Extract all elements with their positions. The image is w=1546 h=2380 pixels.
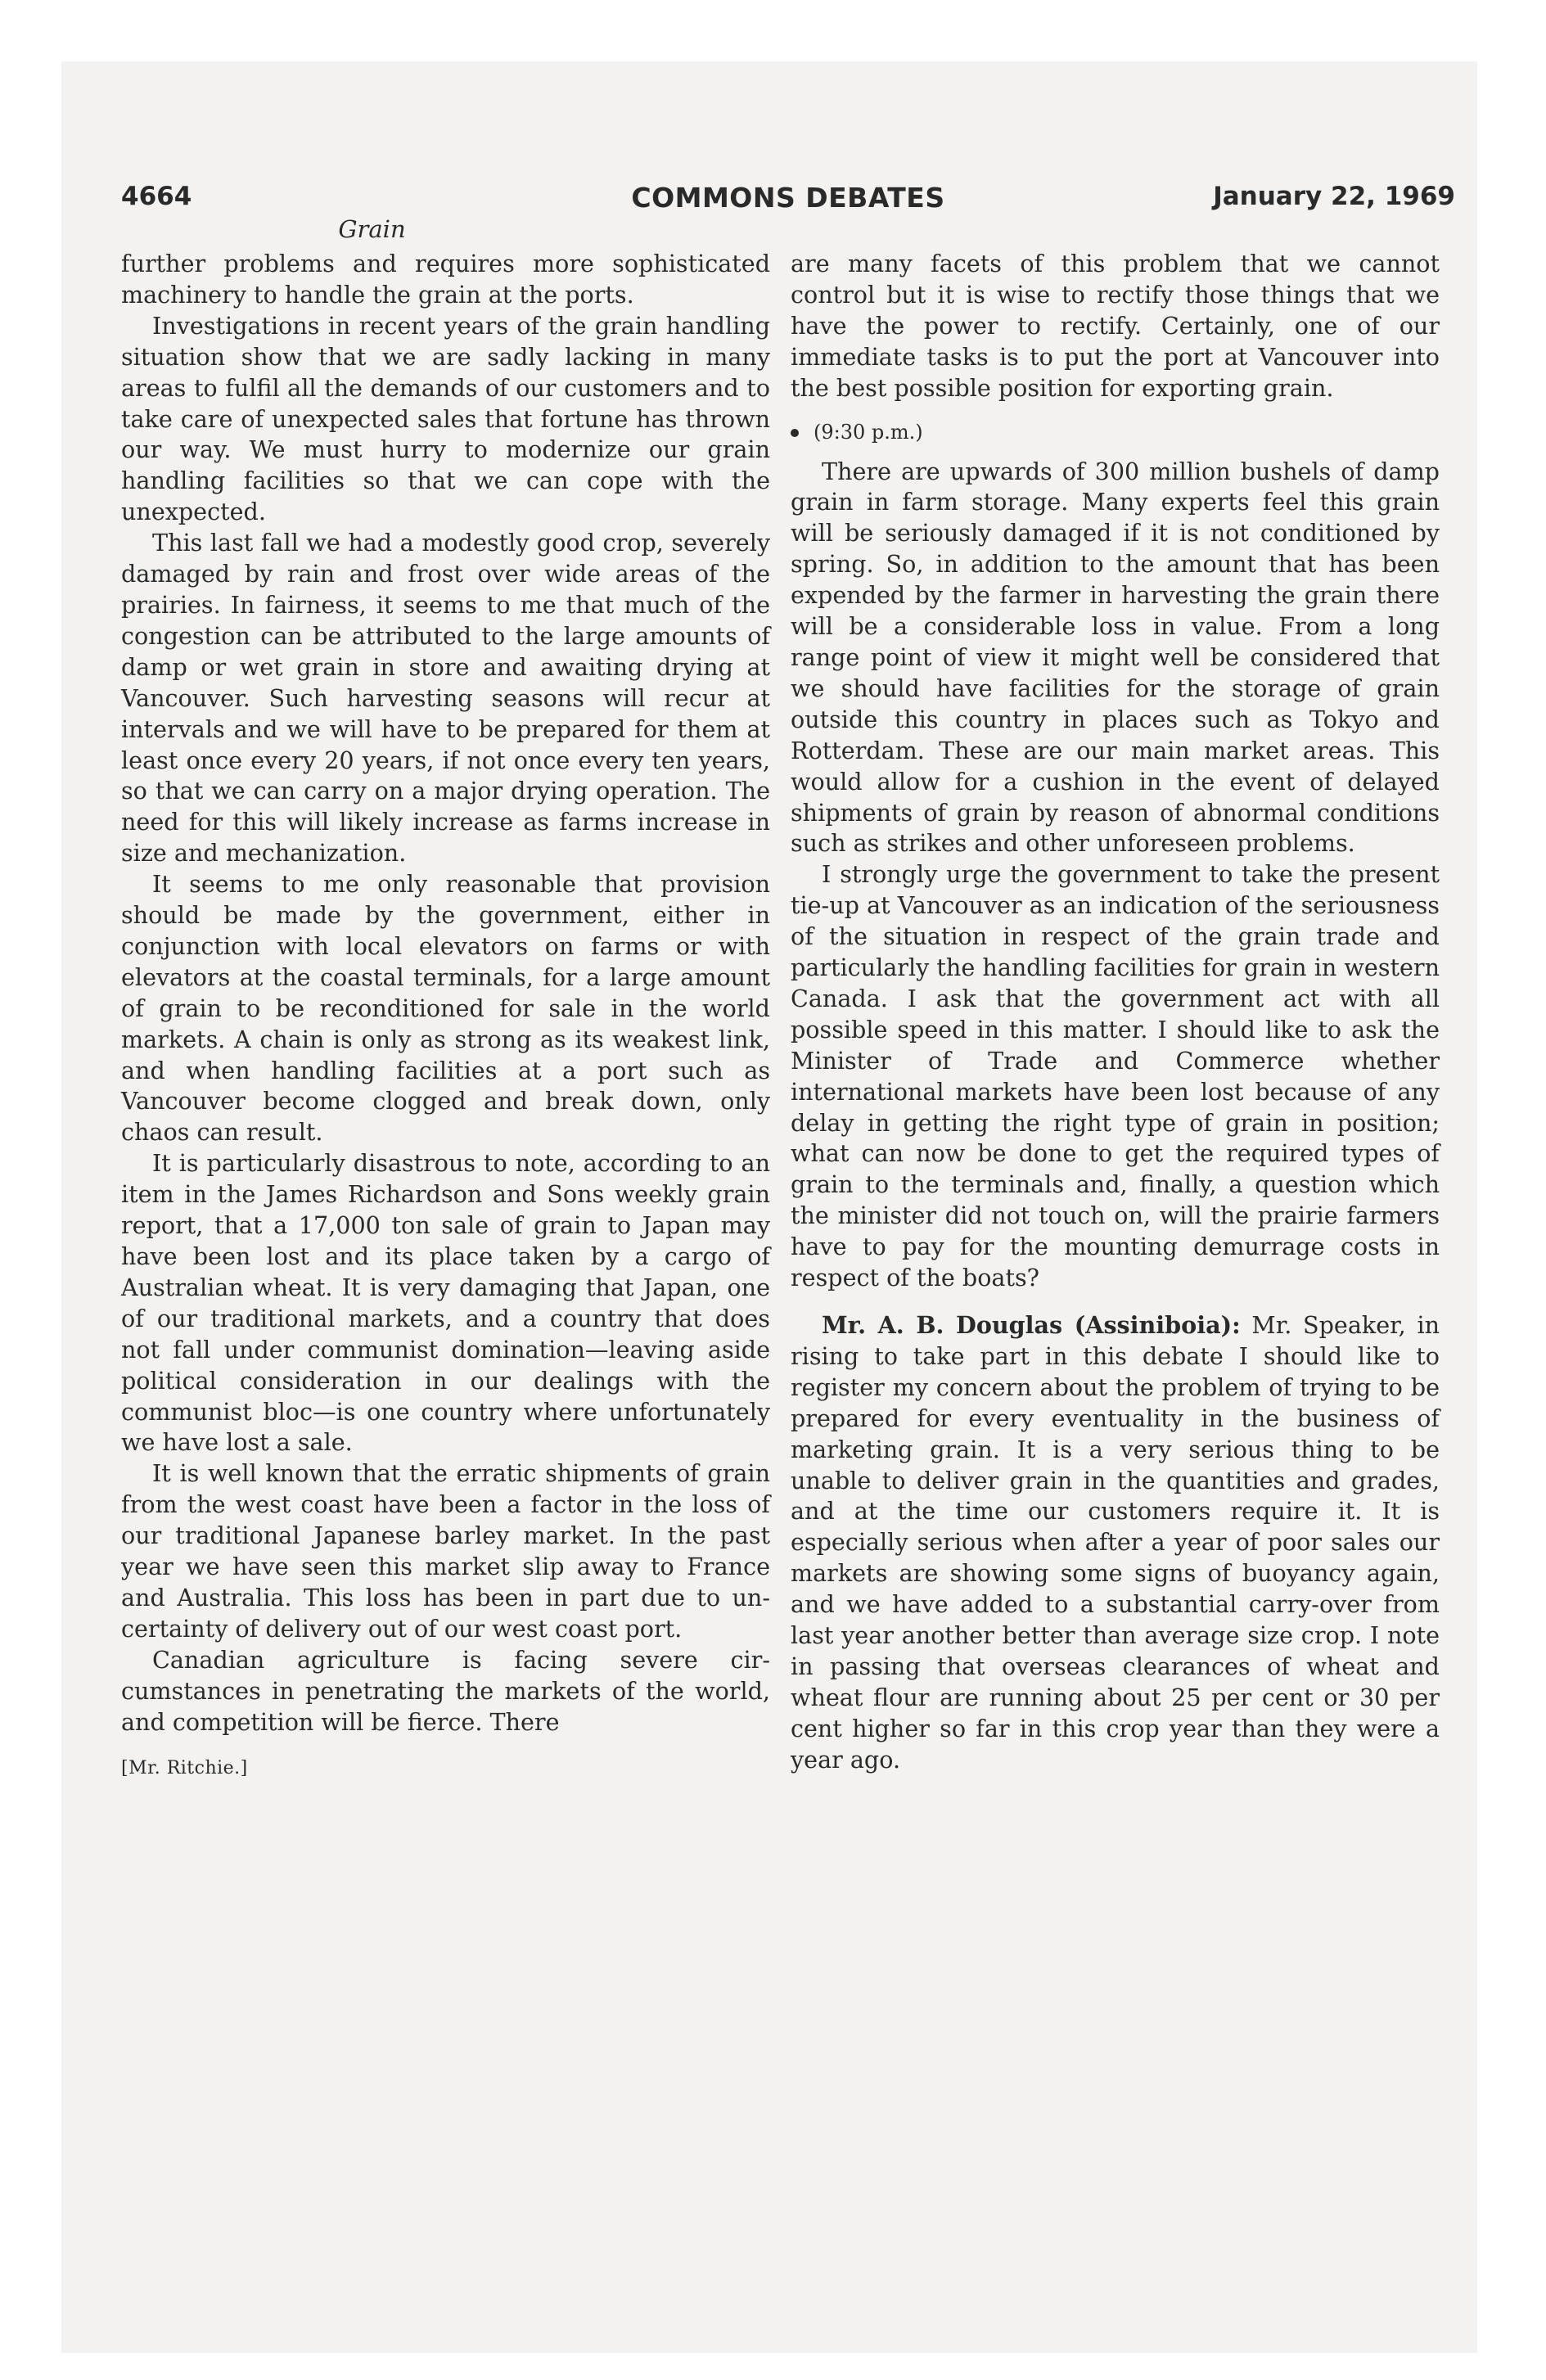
- paragraph: I strongly urge the government to take the present tie-up at Vancouver as an indication of the seriousness of the situation in respect of the grain trade and particularly the handling facilities for grain in western Canada. I ask that the government act with all possible speed in this matter. I should like to ask the Minister of Trade and Commerce whether international markets have been lost because of any delay in getting the right type of grain in position; what can now be done to get the required types of grain to the terminals and, finally, a question which the minister did not touch on, will the prairie farmers have to pay for the mounting demurrage costs in respect of the boats?: [791, 860, 1440, 1292]
- paragraph: Canadian agriculture is facing severe circumstances in penetrating the markets of the world, and competition will be fierce. There: [121, 1645, 770, 1736]
- paragraph: It is well known that the erratic shipments of grain from the west coast have been a factor in the loss of our traditional Japanese barley market. In the past year we have seen this market slip away to France and Australia. This loss has been in part due to uncertainty of delivery out of our west coast port.: [121, 1459, 770, 1643]
- paragraph: further problems and requires more sophisticated machinery to handle the grain at the ports.: [121, 250, 770, 309]
- speaker-paragraph: [791, 1310, 1440, 1776]
- paragraph: Investigations in recent years of the grain handling situation show that we are sadly lacking in many areas to fulfil all the demands of our customers and to take care of unexpected sales that fortune has thrown our way. We must hurry to modernize our grain handling facilities so that we can cope with the unexpected.: [121, 311, 770, 526]
- paragraph: are many facets of this problem that we cannot control but it is wise to rectify those things that we have the power to rectify. Certainly, one of our immediate tasks is to put the port at Vancouver into the best possible position for exporting grain.: [791, 250, 1440, 402]
- document-page: [121, 182, 1455, 1778]
- paragraph: It is particularly disastrous to note, according to an item in the James Richardson and Sons weekly grain report, that a 17,000 ton sale of grain to Japan may have been lost and its place taken by a cargo of Australian wheat. It is very damaging that Japan, one of our traditional markets, and a country that does not fall under communist domination—leaving aside political consideration in our dealings with the communist bloc—is one country where unfortunately we have lost a sale.: [121, 1149, 770, 1457]
- speaker-footer: [Mr. Ritchie.]: [121, 1757, 248, 1778]
- right-column: [791, 249, 1440, 1776]
- paragraph: It seems to me only reasonable that provision should be made by the government, either in conjunction with local elevators on farms or with elevators at the coastal terminals, for a large amount of grain to be reconditioned for sale in the world markets. A chain is only as strong as its weakest link, and when handling facilities at a port such as Vancouver become clogged and break down, only chaos can result.: [121, 870, 770, 1147]
- timestamp-text: (9:30 p.m.): [814, 420, 923, 444]
- paragraph: This last fall we had a modestly good crop, severely damaged by rain and frost over wide areas of the prairies. In fairness, it seems to me that much of the congestion can be attributed to the large amounts of damp or wet grain in store and awaiting drying at Vancouver. Such harvesting seasons will recur at intervals and we will have to be prepared for them at least once every 20 years, if not once every ten years, so that we can carry on a major drying operation. The need for this will likely increase as farms increase in size and mechanization.: [121, 529, 770, 868]
- section-title: Grain: [338, 215, 406, 243]
- speech-text: Mr. Speaker, in rising to take part in this debate I should like to register my concern about the problem of trying to be prepared for every eventuality in the business of marketing grain. It is a very serious thing to be unable to deliver grain in the quantities and grades, and at the time our customers require it. It is especially serious when after a year of poor sales our markets are showing some signs of buoyancy again, and we have added to a substantial carry-over from last year another better than average size crop. I note in passing that overseas clearances of wheat and wheat flour are running about 25 per cent or 30 per cent higher so far in this crop year than they were a year ago.: [791, 1311, 1440, 1774]
- timestamp: [791, 416, 1440, 449]
- publication-title: COMMONS DEBATES: [631, 182, 945, 214]
- page-date: January 22, 1969: [1213, 182, 1455, 211]
- speaker-name: Mr. A. B. Douglas (Assiniboia):: [822, 1311, 1241, 1339]
- page-number: 4664: [121, 182, 192, 211]
- left-column: [121, 211, 770, 1783]
- paragraph: There are upwards of 300 million bushels of damp grain in farm storage. Many experts feel this grain will be seriously damaged if it is not conditioned by spring. So, in addition to the amount that has been expended by the farmer in harvesting the grain there will be a considerable loss in value. From a long range point of view it might well be considered that we should have facilities for the storage of grain outside this country in places such as Tokyo and Rotterdam. These are our main market areas. This would allow for a cushion in the event of delayed shipments of grain by reason of abnormal conditions such as strikes and other unforeseen problems.: [791, 457, 1440, 858]
- bullet-icon: [791, 429, 799, 437]
